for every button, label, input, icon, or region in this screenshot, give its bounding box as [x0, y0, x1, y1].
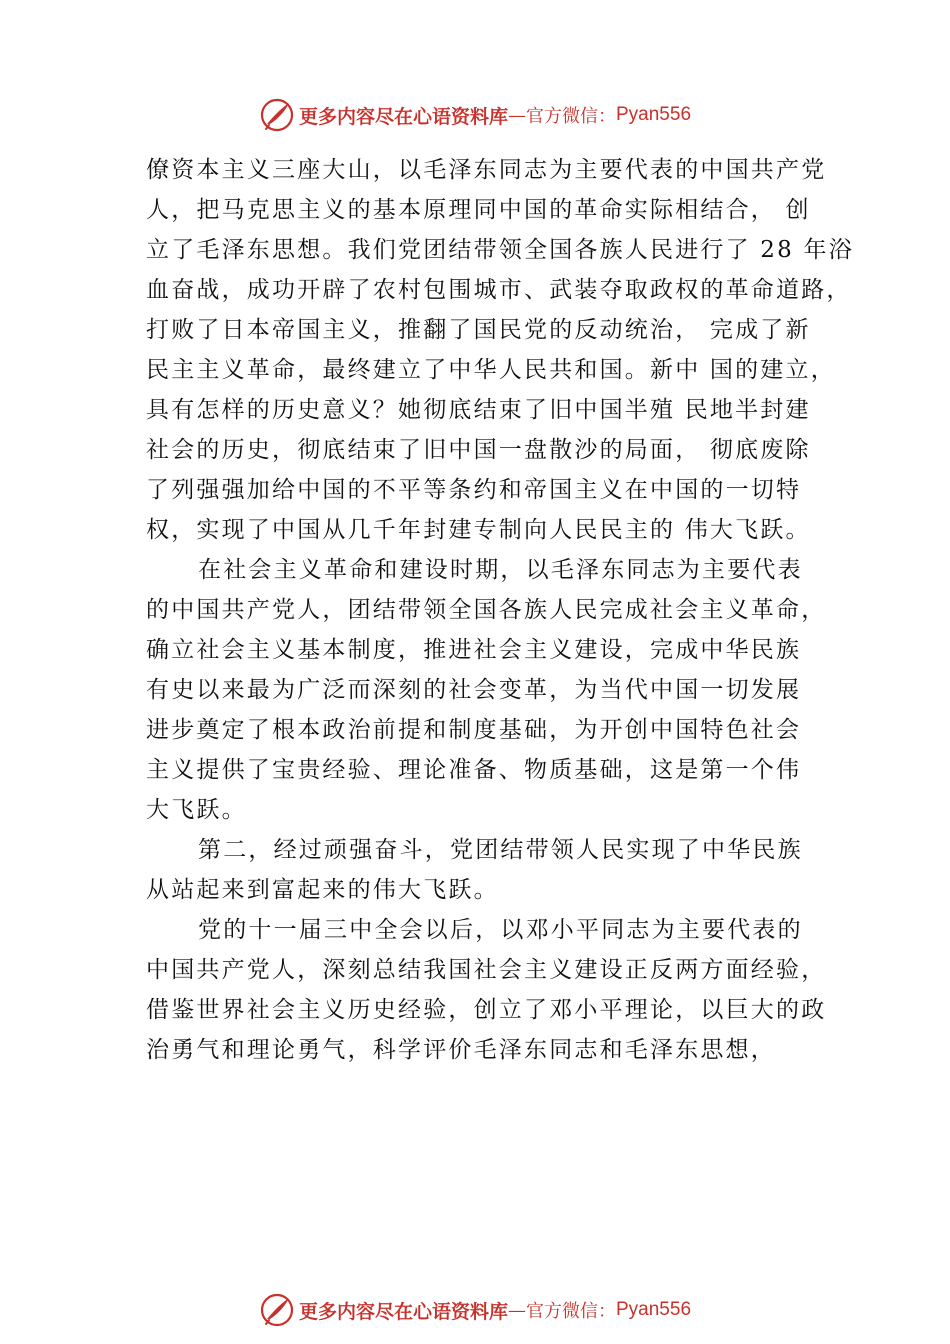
- text-line-23: 治勇气和理论勇气，科学评价毛泽东同志和毛泽东思想，: [146, 1037, 776, 1063]
- text-line-13: 确立社会主义基本制度，推进社会主义建设，完成中华民族: [146, 637, 802, 663]
- text-line-18: 第二，经过顽强奋斗，党团结带领人民实现了中华民族: [198, 837, 803, 863]
- text-line-3: 立了毛泽东思想。我们党团结带领全国各族人民进行了 28 年浴: [146, 237, 854, 263]
- footer-brand-text: 更多内容尽在心语资料库: [298, 1300, 508, 1323]
- footer-dash: —: [508, 1299, 526, 1321]
- document-body: [146, 150, 854, 1070]
- text-line-11: 在社会主义革命和建设时期，以毛泽东同志为主要代表: [198, 557, 803, 583]
- text-line-8: 社会的历史，彻底结束了旧中国一盘散沙的局面， 彻底废除: [146, 437, 811, 463]
- header-account: Pyan556: [616, 104, 692, 125]
- quill-logo-icon: [259, 1292, 295, 1328]
- header-wechat-label: 官方微信：: [526, 106, 616, 127]
- quill-logo-icon: [259, 97, 295, 133]
- footer-account: Pyan556: [616, 1299, 692, 1320]
- header-dash: —: [508, 104, 526, 126]
- text-line-10: 权，实现了中国从几千年封建专制向人民民主的 伟大飞跃。: [146, 517, 811, 543]
- text-line-12: 的中国共产党人，团结带领全国各族人民完成社会主义革命，: [146, 597, 827, 623]
- text-line-14: 有史以来最为广泛而深刻的社会变革，为当代中国一切发展: [146, 677, 802, 703]
- text-line-9: 了列强强加给中国的不平等条约和帝国主义在中国的一切特: [146, 477, 802, 503]
- text-line-21: 中国共产党人，深刻总结我国社会主义建设正反两方面经验，: [146, 957, 827, 983]
- header-banner: [0, 95, 950, 135]
- text-line-20: 党的十一届三中全会以后，以邓小平同志为主要代表的: [198, 917, 803, 943]
- text-line-1: 僚资本主义三座大山，以毛泽东同志为主要代表的中国共产党: [146, 157, 827, 183]
- text-line-19: 从站起来到富起来的伟大飞跃。: [146, 877, 499, 903]
- text-line-4: 血奋战，成功开辟了农村包围城市、武装夺取政权的革命道路，: [146, 277, 852, 303]
- text-line-5: 打败了日本帝国主义，推翻了国民党的反动统治， 完成了新: [146, 317, 811, 343]
- header-brand-text: 更多内容尽在心语资料库: [298, 105, 508, 128]
- text-line-16: 主义提供了宝贵经验、理论准备、物质基础，这是第一个伟: [146, 757, 802, 783]
- text-line-7: 具有怎样的历史意义？她彻底结束了旧中国半殖 民地半封建: [146, 397, 811, 423]
- text-line-17: 大飞跃。: [146, 797, 247, 823]
- text-line-6: 民主主义革命，最终建立了中华人民共和国。新中 国的建立，: [146, 357, 836, 383]
- text-line-2: 人，把马克思主义的基本原理同中国的革命实际相结合， 创: [146, 197, 811, 223]
- footer-banner: [0, 1290, 950, 1330]
- text-line-15: 进步奠定了根本政治前提和制度基础，为开创中国特色社会: [146, 717, 802, 743]
- footer-wechat-label: 官方微信：: [526, 1301, 616, 1322]
- text-line-22: 借鉴世界社会主义历史经验，创立了邓小平理论，以巨大的政: [146, 997, 827, 1023]
